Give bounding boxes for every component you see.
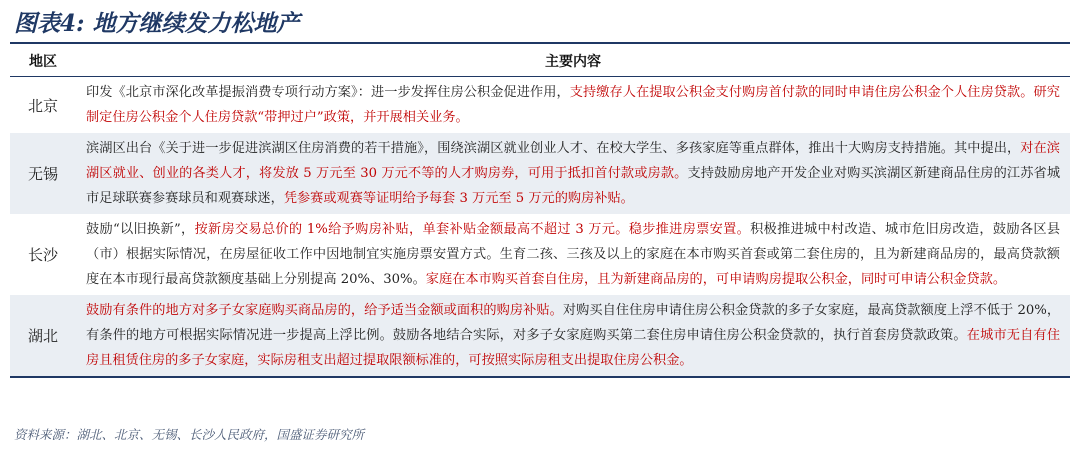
region-cell: 长沙	[27, 246, 58, 264]
table-row	[10, 133, 1070, 214]
highlighted-text: 家庭在本市购买首套自住房，且为新建商品房的，可申请购房提取公积金，同时可申请公积金贷款。	[425, 272, 1007, 287]
highlighted-text: 按新房交易总价的 1%给予购房补贴，单套补贴金额最高不超过 3 万元。稳步推进房票安置。	[194, 222, 751, 237]
body-text: 鼓励“以旧换新”，	[86, 222, 195, 237]
title-rule	[10, 42, 1070, 44]
region-cell: 湖北	[10, 295, 76, 377]
content-cell	[76, 295, 1070, 377]
highlighted-text: 鼓励有条件的地方对多子女家庭购买商品房的，给予适当金额或面积的购房补贴。	[86, 303, 563, 318]
figure-title: 图表4: 地方继续发力松地产	[14, 10, 300, 37]
table-row	[10, 214, 1070, 295]
table-row	[10, 77, 1070, 134]
table-body	[10, 77, 1070, 378]
content-cell	[76, 77, 1070, 134]
body-text: 滨湖区出台《关于进一步促进滨湖区住房消费的若干措施》，围绕滨湖区就业创业人才、在校大学生、多孩家庭等重点群体，推出十大购房支持措施。其中提出，	[86, 141, 1021, 156]
body-text: 积极推进城中村改造、城市危旧房改造，鼓励各区县（市）根据实际情况，在房屋征收工作中因地制宜实施房票安置方式。生育二孩、三孩及以上的家庭在本市购买首套或第二套住房的，且为新建商品房的，最高贷款额度在本市现行最高贷款额度基础上分别提高 20%、30%。	[86, 222, 1061, 287]
header-content: 主要内容	[76, 46, 1070, 77]
source-note: 资料来源：湖北、北京、无锡、长沙人民政府，国盛证券研究所	[14, 427, 365, 442]
table-row	[10, 295, 1070, 377]
body-text: 印发《北京市深化改革提振消费专项行动方案》：进一步发挥住房公积金促进作用，	[86, 85, 570, 100]
content-cell	[76, 133, 1070, 214]
highlighted-text: 在城市无自有住房且租赁住房的多子女家庭，实际房租支出超过提取限额标准的，可按照实际房租支出提取住房公积金。	[86, 328, 1061, 368]
policy-table	[10, 46, 1070, 378]
body-text: 对购买自住住房申请住房公积金贷款的多子女家庭，最高贷款额度上浮不低于 20%，有条件的地方可根据实际情况进一步提高上浮比例。鼓励各地结合实际，对多子女家庭购买第二套住房申请住房公积金贷款的，执行首套房贷款政策。	[86, 303, 1061, 343]
content-cell	[76, 214, 1070, 295]
header-region: 地区	[10, 46, 76, 77]
region-cell: 北京	[27, 96, 58, 115]
body-text: 支持鼓励房地产开发企业对购买滨湖区新建商品住房的江苏省城市足球联赛参赛球员和观赛球迷，	[86, 166, 1061, 206]
region-cell: 无锡	[10, 133, 76, 214]
highlighted-text: 对在滨湖区就业、创业的各类人才，将发放 5 万元至 30 万元不等的人才购房券，可用于抵扣首付款或房款。	[86, 141, 1060, 181]
highlighted-text: 凭参赛或观赛等证明给予每套 3 万元至 5 万元的购房补贴。	[283, 191, 634, 206]
header-row	[10, 46, 1070, 77]
highlighted-text: 支持缴存人在提取公积金支付购房首付款的同时申请住房公积金个人住房贷款。研究制定住房公积金个人住房贷款“带押过户”政策，并开展相关业务。	[86, 85, 1060, 125]
